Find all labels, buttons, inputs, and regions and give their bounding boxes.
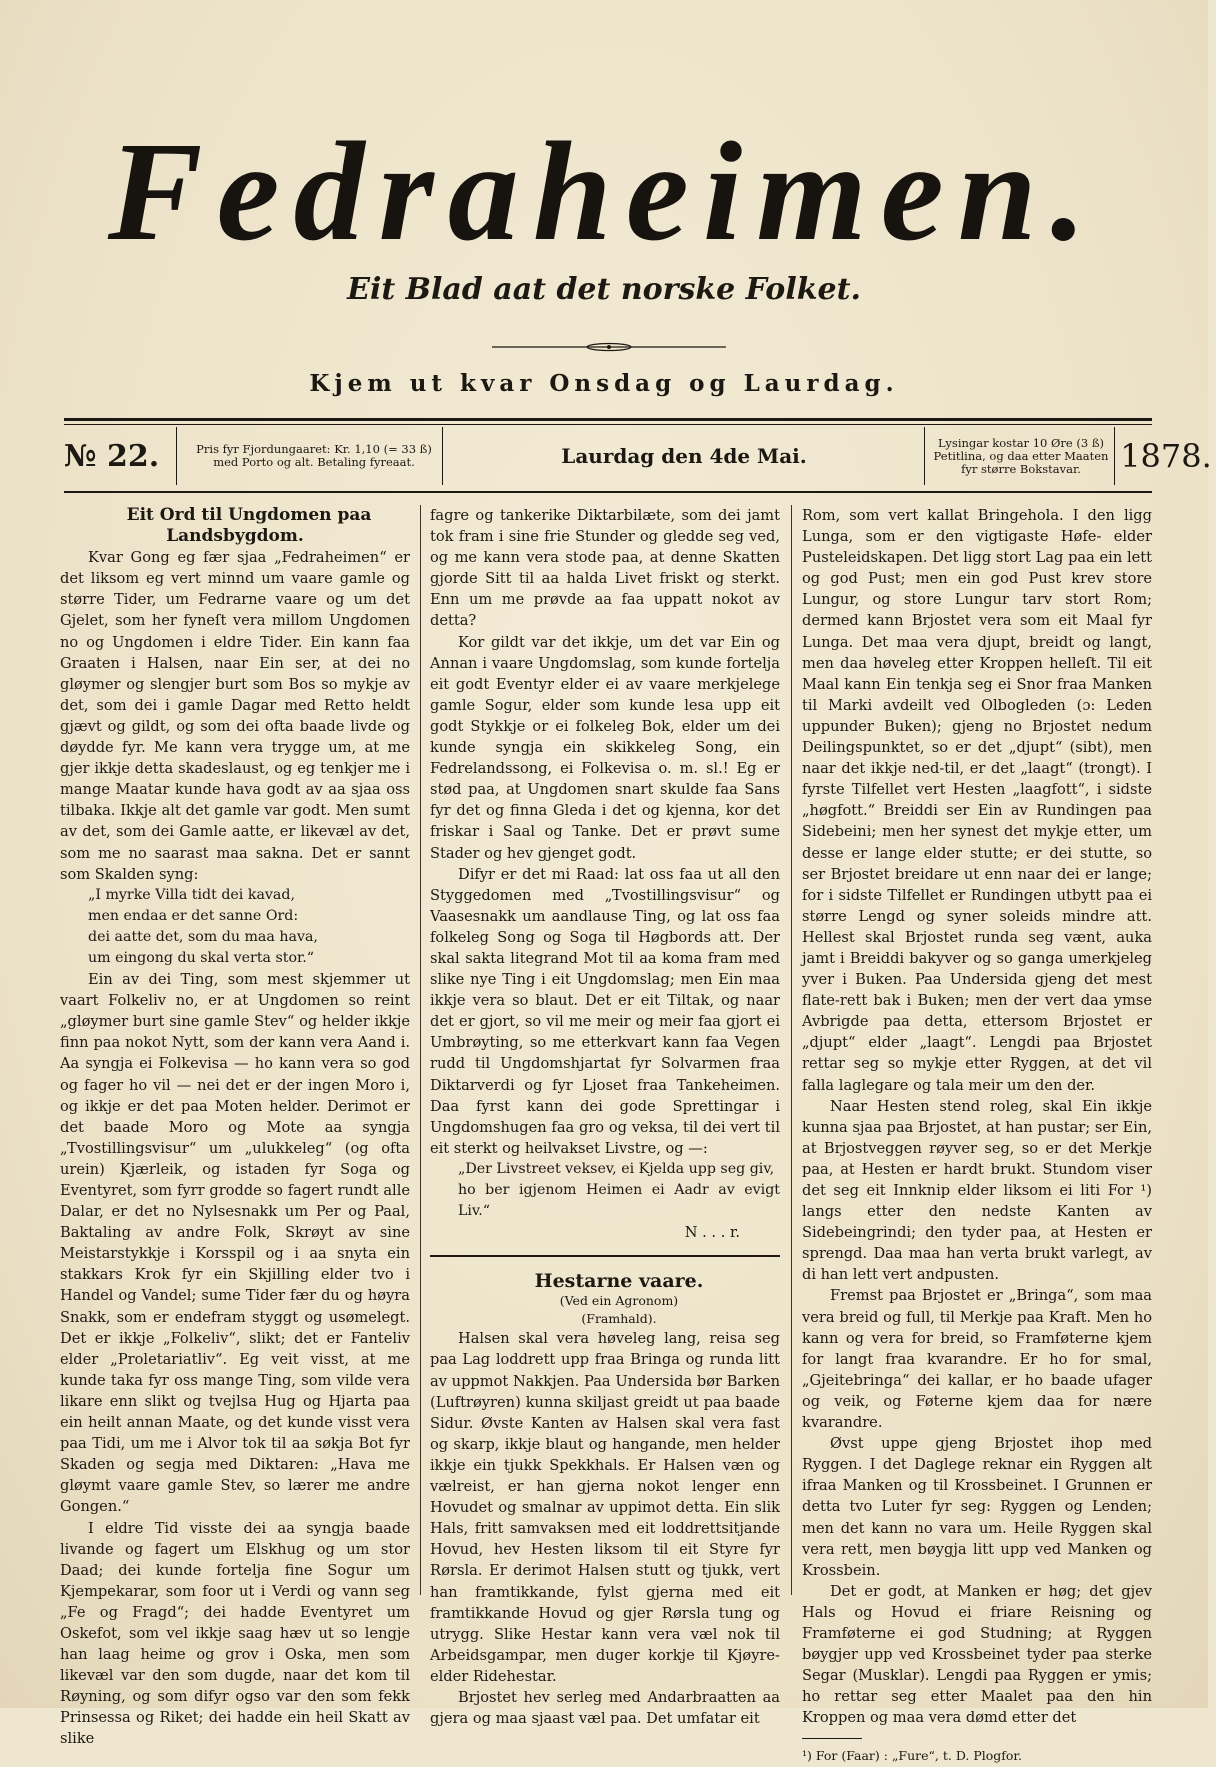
issue-year: 1878.: [1120, 437, 1212, 475]
verse: [60, 885, 410, 969]
paragraph: Naar Hesten stend roleg, skal Ein ikkje kunna sjaa paa Brjostet, at han pustar; ser Ein, at Brjostveggen røyver seg, so er det Merkje paa, at Hesten er hardt brukt. Stundom viser det seg eit Innknip elder liksom ei liti For ¹) langs etter den nedste Kanten av Sidebeingrindi; den tyder paa, at Hesten er sprengd. Daa maa han verta brukt varlegt, av di han lett vert andpusten.: [802, 1097, 1152, 1284]
verse-line: um eingong du skal verta stor.“: [88, 949, 315, 966]
verse-line: „Der Livstreet veksev, ei Kjelda upp seg giv,: [458, 1160, 775, 1177]
paragraph: Ein av dei Ting, som mest skjemmer ut vaart Folkeliv no, er at Ungdomen so reint „gløymer burt sine gamle Stev“ og helder ikkje finn paa nokot Nytt, som der kann vera Aand i. Aa syngja ei Folkevisa — ho kann vera so god og fager ho vil — nei det er der ingen Moro i, og ikkje er det paa Moten helder. Derimot er det baade Moro og Mote aa syngja „Tvostillingsvisur“ um „ulukkeleg“ (og ofta urein) Kjærleik, og istaden fyr Soga og Eventyret, som fyrr grodde so fagert rundt alle Dalar, er det no Nylsesnakk um Per og Paal, Baktaling av andre Folk, Skrøyt av sine Meistarstykkje i Korsspil og i aa snyta ein stakkars Krok fyr ein Skjilling elder tvo i Handel og Vandel; sume Tider fær du og høyra Snakk, som er endefram styggt og usømelegt. Det er ikkje „Folkeliv“, slikt; det er Fanteliv elder „Proletariatliv“. Eg veit visst, at me kunde taka fyr oss mange Ting, som vilde vera likare enn slikt og tvejlsa Hug og Hjarta paa ein heilt annan Maate, og det kunde visst vera paa Tidi, um me i Alvor tok til aa søkja Bot fyr Skaden og segja med Diktaren: „Hava me gløymt vaare gamle Stev, so lærer me andre Gongen.“: [60, 971, 410, 1516]
paragraph: fagre og tankerike Diktarbilæte, som dei jamt tok fram i sine frie Stunder og gledde seg ved, og me kann vera stode paa, at denne Skatten gjorde Sitt til aa halda Livet friskt og sterkt. Enn um me prøvde aa faa uppatt nokot av detta?: [430, 507, 780, 630]
publication-schedule: Kjem ut kvar Onsdag og Laurdag.: [309, 370, 899, 397]
masthead-subtitle: Eit Blad aat det norske Folket.: [347, 272, 861, 307]
advertising-rates: Lysingar kostar 10 Øre (3 ß) Petitlina, og daa etter Maaten fyr større Bokstavar.: [933, 435, 1109, 476]
column-divider: [420, 505, 421, 1595]
issue-info-bar: [64, 418, 1212, 493]
article-headline: Hestarne vaare.: [534, 1270, 704, 1293]
paragraph: Kor gildt var det ikkje, um det var Ein og Annan i vaare Ungdomslag, som kunde fortelja eit godt Eventyr elder ei av vaare merkjelege gamle Sogur, elder som kunde lesa upp eit godt Stykkje or ei folkeleg Bok, elder um dei kunde syngja ein skikkeleg Song, ein Fedrelandssong, ei Folkevisa o. m. sl.! Eg er stød paa, at Ungdomen snart skulde faa Sans fyr det og finna Gleda i det og kjenna, kor det friskar i Saal og Tanke. Det er prøvt sume Stader og hev gjenget godt.: [430, 633, 780, 862]
verse-line: men endaa er det sanne Ord:: [88, 907, 299, 924]
footnote: ¹) For (Faar) : „Fure“, t. D. Plogfor.: [802, 1748, 1023, 1764]
verse-line: „I myrke Villa tidt dei kavad,: [88, 886, 295, 903]
verse-line: dei aatte det, som du maa hava,: [88, 928, 318, 945]
paragraph: Rom, som vert kallat Bringehola. I den ligg Lunga, som er den vigtigaste Høfe- elder Pusteleidskapen. Det ligg stort Lag paa ein lett og god Pust; men ein god Pust krev store Lungur, og store Lungur tarv stort Rom; dermed kann Brjostet vera som eit Maal fyr Lunga. Det maa vera djupt, breidt og langt, men daa høveleg etter Kroppen helleſt. Til eit Maal kann Ein tenkja seg ei Snor fraa Manken til Marki avdeilt ved Olbogleden (ɔ: Leden uppunder Buken); gjeng no Brjostet nedum Deilingspunktet, so er det „djupt“ (sibt), men naar det ikkje ned-til, er det „laagt“ (trongt). I fyrste Tilfellet vert Hesten „laagfott“, i sidste „høgfott.“ Breiddi ser Ein av Rundingen paa Sidebeini; men her synest det mykje etter, um desse er lange elder stutte; er dei stutte, so ser Brjostet breidare ut enn naar dei er lange; for i sidste Tilfellet er Rundingen utbytt paa ei større Lengd og syner soleids mindre att. Hellest skal Brjostet runda seg vænt, auka jamt i Breiddi bakyver og so ganga umerkjeleg yver i Buken. Paa Undersida gjeng det mest flate-rett bak i Buken; men der vert daa ymse Avbrigde paa detta, ettersom Brjostet er „djupt“ elder „laagt“. Lengdi paa Brjostet rettar seg so mykje etter Ryggen, at det vil falla laglegare og tala meir um den der.: [802, 507, 1152, 1094]
paragraph: Brjostet hev serleg med Andarbraatten aa gjera og maa sjaast væl paa. Det umfatar eit: [430, 1688, 780, 1728]
column-3: [802, 505, 1152, 1764]
subscription-price: Pris fyr Fjordungaaret: Kr. 1,10 (= 33 ß) med Porto og alt. Betaling fyreaat.: [196, 442, 432, 469]
section-divider: [430, 1255, 780, 1257]
column-2: [430, 505, 780, 1728]
masthead-title: Fedraheimen.: [107, 112, 1101, 270]
column-1: [60, 505, 410, 1748]
paragraph: Fremst paa Brjostet er „Bringa“, som maa vera breid og full, til Merkje paa Kraft. Men ho kann og vera for breid, so Framføterne kjem for langt fraa kvarandre. Er ho for smal, „Gjeitebringa“ dei kallar, er ho baade ufager og veik, og Føterne kjem daa for nære kvarandre.: [802, 1287, 1152, 1432]
paragraph: Kvar Gong eg fær sjaa „Fedraheimen“ er det liksom eg vert minnd um vaare gamle og større Tider, um Fedrarne vaare og um det Gjelet, som her fyneſt vera millom Ungdomen no og Ungdomen i eldre Tider. Ein kann faa Graaten i Halsen, naar Ein ser, at dei no gløymer og slengjer burt som Bos so mykje av det, som dei i gamle Dagar med Retto heldt gjævt og gildt, og som dei ofta baade livde og døydde fyr. Me kann vera trygge um, at me gjer ikkje detta skadeslaust, og eg tenkjer me i mange Maatar kunde hava godt av aa sjaa oss tilbaka. Ikkje alt det gamle var godt. Men sumt av det, som dei Gamle aatte, er likevæl av det, som me no saarast maa sakna. Det er sannt som Skalden syng:: [60, 549, 410, 883]
continuation-note: (Framhald).: [581, 1311, 657, 1327]
paragraph: Difyr er det mi Raad: lat oss faa ut all den Styggedomen med „Tvostillingsvisur“ og Vaasesnakk um aandlause Ting, og lat oss faa folkeleg Song og Soga til Høgbords att. Der skal sakta litegrand Mot til aa koma fram med slike nye Ting i eit Ungdomslag; men Ein maa ikkje vera so blaut. Det er eit Tiltak, og naar det er gjort, so vil me meir og meir faa gjort ei Umbrøyting, so me etterkvart kann faa Vegen rudd til Ungdomshjartat fyr Solvarmen fraa Diktarverdi og fyr Ljoset fraa Tankeheimen. Daa fyrst kann dei gode Sprettingar i Ungdomshugen faa gro og veksa, til dei vert til eit sterkt og heilvakset Livstre, og —:: [430, 865, 780, 1157]
author-signature: N . . . r.: [684, 1224, 740, 1242]
column-divider: [791, 505, 792, 1595]
paragraph: Øvst uppe gjeng Brjostet ihop med Ryggen. I det Daglege reknar ein Ryggen alt ifraa Manken og til Krossbeinet. I Grunnen er detta tvo Luter fyr seg: Ryggen og Lenden; men det kann no vara um. Heile Ryggen skal vera rett, men bøygja litt upp ved Manken og Krossbein.: [802, 1435, 1152, 1579]
issue-number: № 22.: [64, 438, 160, 474]
verse: [430, 1159, 780, 1222]
issue-date: Laurdag den 4de Mai.: [561, 444, 807, 468]
footnote-rule: [802, 1738, 862, 1739]
byline: (Ved ein Agronom): [559, 1293, 679, 1309]
verse-line: ho ber igjenom Heimen ei Aadr av evigt Liv.“: [458, 1182, 780, 1220]
article-headline: Eit Ord til Ungdomen paa Landsbygdom.: [126, 505, 372, 547]
paragraph: Det er godt, at Manken er høg; det gjev Hals og Hovud ei friare Reisning og Framføterne ei god Studning; at Ryggen bøygjer upp ved Krossbeinet tyder paa sterke Segar (Musklar). Lengdi paa Ryggen er ymis; ho rettar seg etter Maalet paa den hin Kroppen og maa vera dømd etter det: [802, 1582, 1152, 1727]
paragraph: Halsen skal vera høveleg lang, reisa seg paa Lag loddrett upp fraa Bringa og runda litt av uppmot Nakkjen. Paa Undersida bør Barken (Luftrøyren) kunna skiljast greidt ut paa baade Sidur. Øvste Kanten av Halsen skal vera fast og skarp, ikkje blaut og hangande, men helder ikkje ein tjukk Spekkhals. Er Halsen væn og vælreist, er han gjerna nokot lenger enn Hovudet og smalnar av uppimot detta. Ein slik Hals, fritt samvaksen med eit loddrettsitjande Hovud, hev Hesten liksom til eit Styre fyr Rørsla. Er derimot Halsen stutt og tjukk, vert han framtikkande, fylst gjerna med eit framtikkande Hovud og gjer Rørsla tung og utrygg. Slike Hestar kann vera væl nok til Arbeidsgampar, men duger korkje til Kjøyre- elder Ridehestar.: [430, 1330, 780, 1685]
paragraph: I eldre Tid visste dei aa syngja baade livande og fagert um Elskhug og um stor Daad; dei kunde fortelja fine Sogur um Kjempekarar, som foor ut i Verdi og vann seg „Fe og Fragd“; dei hadde Eventyret um Oskefot, som vel ikkje saag hæv ut so lengje han laag heime og grov i Oska, men som likevæl var den som dugde, naar det kom til Røyning, og som difyr ogso var den som fekk Prinsessa og Riket; dei hadde ein heil Skatt av slike: [60, 1519, 410, 1748]
ornament-rule: [492, 340, 726, 354]
